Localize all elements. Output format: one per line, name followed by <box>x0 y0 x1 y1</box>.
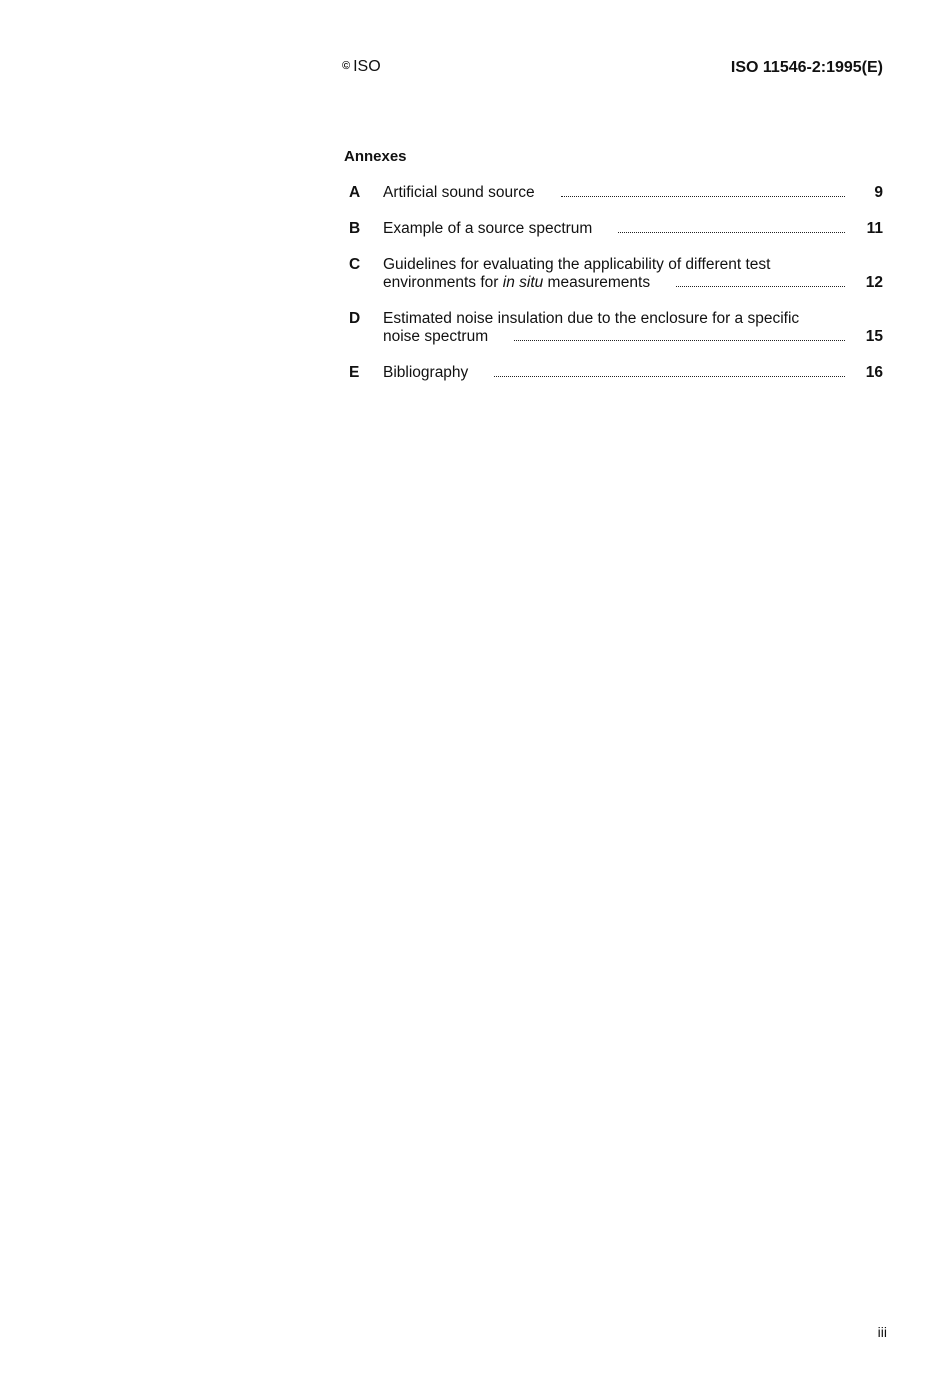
annex-letter: A <box>349 184 361 201</box>
dot-leader <box>494 375 845 377</box>
annex-letter: B <box>349 220 361 237</box>
annex-entry-b <box>349 220 883 238</box>
annex-page-number: 16 <box>865 364 883 381</box>
annex-page-number: 9 <box>874 184 883 201</box>
annex-title-line-2 <box>383 274 650 292</box>
annex-title: Bibliography <box>383 364 469 381</box>
annex-title: Artificial sound source <box>383 184 535 201</box>
page-number: iii <box>877 1324 887 1340</box>
title-text: environments for <box>383 274 503 291</box>
annex-page-number: 15 <box>865 328 883 345</box>
dot-leader <box>676 285 845 287</box>
standard-identifier: ISO 11546-2:1995(E) <box>730 59 883 76</box>
copyright-symbol: © <box>342 60 351 72</box>
annex-title-line-2: noise spectrum <box>383 328 489 345</box>
annex-entry-d <box>349 310 883 346</box>
annex-letter: E <box>349 364 360 381</box>
italic-term: in situ <box>502 274 544 291</box>
annex-letter: C <box>349 256 361 273</box>
header-copyright <box>342 58 381 76</box>
section-title: Annexes <box>344 148 407 165</box>
dot-leader <box>561 195 845 197</box>
annex-title-line-1: Estimated noise insulation due to the enclosure for a specific <box>383 310 800 327</box>
annex-entry-e <box>349 364 883 382</box>
publisher-name: ISO <box>353 58 381 75</box>
annex-list <box>349 184 883 400</box>
dot-leader <box>618 231 845 233</box>
annex-page-number: 12 <box>865 274 883 291</box>
annex-letter: D <box>349 310 361 327</box>
dot-leader <box>514 339 845 341</box>
annex-title-line-1: Guidelines for evaluating the applicability of different test <box>383 256 771 273</box>
annex-title: Example of a source spectrum <box>383 220 593 237</box>
annex-entry-c <box>349 256 883 292</box>
title-text: measurements <box>543 274 651 291</box>
annex-page-number: 11 <box>866 220 883 237</box>
annex-entry-a <box>349 184 883 202</box>
